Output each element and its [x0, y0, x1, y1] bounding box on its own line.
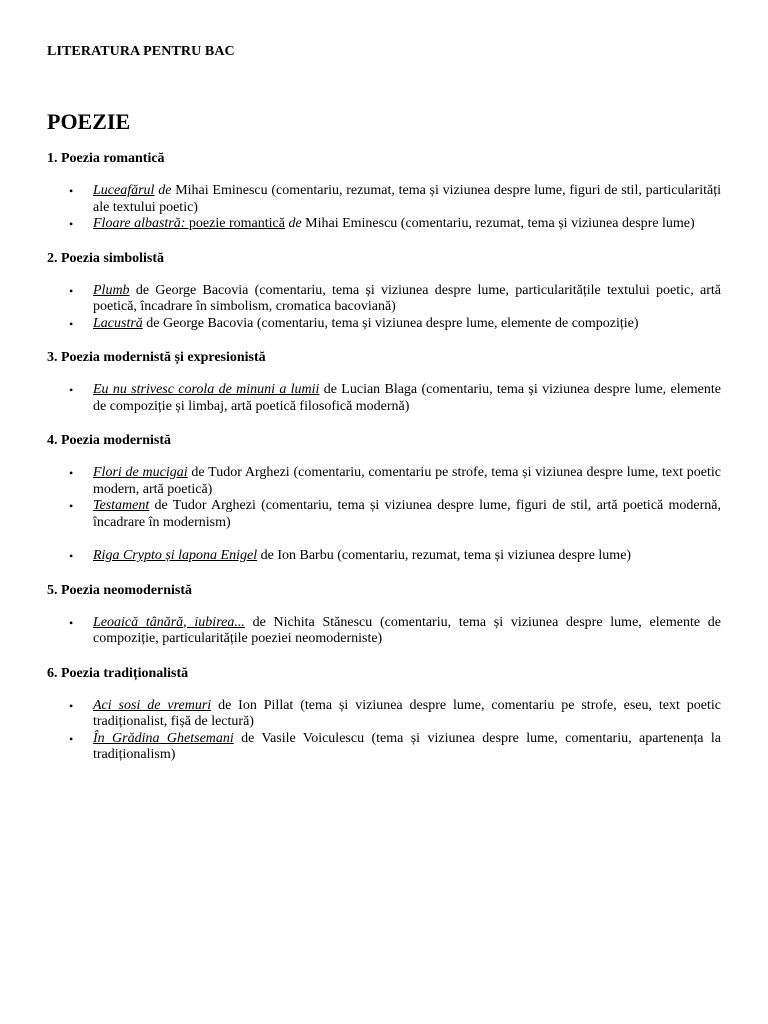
- section-heading: 2. Poezia simbolistă: [47, 250, 165, 266]
- work-title: În Grădina Ghetsemani: [93, 730, 234, 746]
- work-title: Aci sosi de vremuri: [93, 697, 212, 713]
- item-description: de George Bacovia (comentariu, tema și viziunea despre lume, elemente de compoziție): [142, 315, 639, 331]
- bullet-icon: •: [69, 316, 74, 331]
- section-list: [47, 698, 721, 764]
- section-heading: 3. Poezia modernistă și expresionistă: [47, 350, 266, 365]
- bullet-icon: •: [69, 184, 74, 198]
- work-title: Flori de mucigai: [93, 465, 188, 480]
- list-item: [47, 465, 721, 498]
- bullet-icon: •: [69, 698, 74, 713]
- list-item: [47, 283, 721, 316]
- bullet-icon: •: [69, 731, 74, 746]
- work-title: Floare albastră:: [93, 216, 186, 231]
- item-description: de Ion Barbu (comentariu, rezumat, tema și viziunea despre lume): [257, 548, 632, 563]
- section-list: [47, 465, 721, 565]
- section-heading: 1. Poezia romantică: [47, 151, 165, 166]
- work-title: Plumb: [93, 282, 130, 298]
- connector-text: de: [154, 183, 172, 198]
- bullet-icon: •: [69, 615, 74, 630]
- bullet-icon: •: [69, 499, 74, 513]
- list-item: [47, 615, 721, 648]
- item-description: de Vasile Voiculescu (tema și viziunea despre lume, comentariu, apartenența la tradiționalism): [93, 730, 721, 762]
- section-heading: 5. Poezia neomodernistă: [47, 582, 193, 598]
- section-list: [47, 283, 721, 333]
- list-item: [47, 216, 721, 233]
- bullet-icon: •: [69, 283, 74, 298]
- page-title: POEZIE: [47, 109, 131, 134]
- item-description: de Ion Pillat (tema și viziunea despre lume, comentariu pe strofe, eseu, text poetic tradiționalist, fișă de lectură): [93, 697, 722, 729]
- item-description: de Tudor Arghezi (comentariu, comentariu pe strofe, tema și viziunea despre lume, text poetic modern, artă poetică): [93, 465, 721, 497]
- list-item: [47, 316, 721, 333]
- list-item: [47, 183, 721, 216]
- bullet-icon: •: [69, 383, 74, 397]
- section-heading: 4. Poezia modernistă: [47, 433, 172, 448]
- work-title: Luceafărul: [93, 183, 155, 198]
- work-title: Lacustră: [93, 315, 143, 331]
- section-list: [47, 615, 721, 648]
- work-title: Testament: [93, 498, 150, 513]
- item-description: de Lucian Blaga (comentariu, tema și viziunea despre lume, elemente de compoziție și limbaj, artă poetică filosofică modernă): [93, 382, 722, 414]
- item-description: de Nichita Stănescu (comentariu, tema și viziunea despre lume, elemente de compoziție, particularitățile poeziei neomoderniste): [93, 614, 721, 646]
- item-description: Mihai Eminescu (comentariu, rezumat, tema și viziunea despre lume, figuri de stil, particularități ale textului poetic): [93, 183, 721, 215]
- work-title: Eu nu strivesc corola de minuni a lumii: [93, 382, 320, 397]
- bullet-icon: •: [69, 217, 74, 231]
- section-heading: 6. Poezia tradiționalistă: [47, 665, 189, 681]
- item-description: de George Bacovia (comentariu, tema și viziunea despre lume, particularitățile textului poetic, artă poetică, încadrare în simbolism, cromatica bacoviană): [93, 282, 721, 314]
- connector-text: de: [284, 216, 302, 231]
- work-subtitle: poezie romantică: [185, 216, 285, 231]
- list-item: [47, 498, 721, 531]
- bullet-icon: •: [69, 466, 74, 480]
- section-list: [47, 183, 721, 233]
- list-item: [47, 548, 721, 565]
- work-title: Riga Crypto și lapona Enigel: [93, 548, 258, 563]
- bullet-icon: •: [69, 549, 74, 563]
- document-header: LITERATURA PENTRU BAC: [47, 44, 235, 59]
- item-description: de Tudor Arghezi (comentariu, tema și viziunea despre lume, figuri de stil, artă poetică modernă, încadrare în modernism): [93, 498, 721, 530]
- section-list: [47, 382, 721, 415]
- list-item: [47, 382, 721, 415]
- list-item: [47, 698, 721, 731]
- work-title: Leoaică tânără, iubirea...: [93, 614, 245, 630]
- item-description: Mihai Eminescu (comentariu, rezumat, tema și viziunea despre lume): [301, 216, 695, 231]
- list-item: [47, 731, 721, 764]
- sections-container: [47, 150, 721, 781]
